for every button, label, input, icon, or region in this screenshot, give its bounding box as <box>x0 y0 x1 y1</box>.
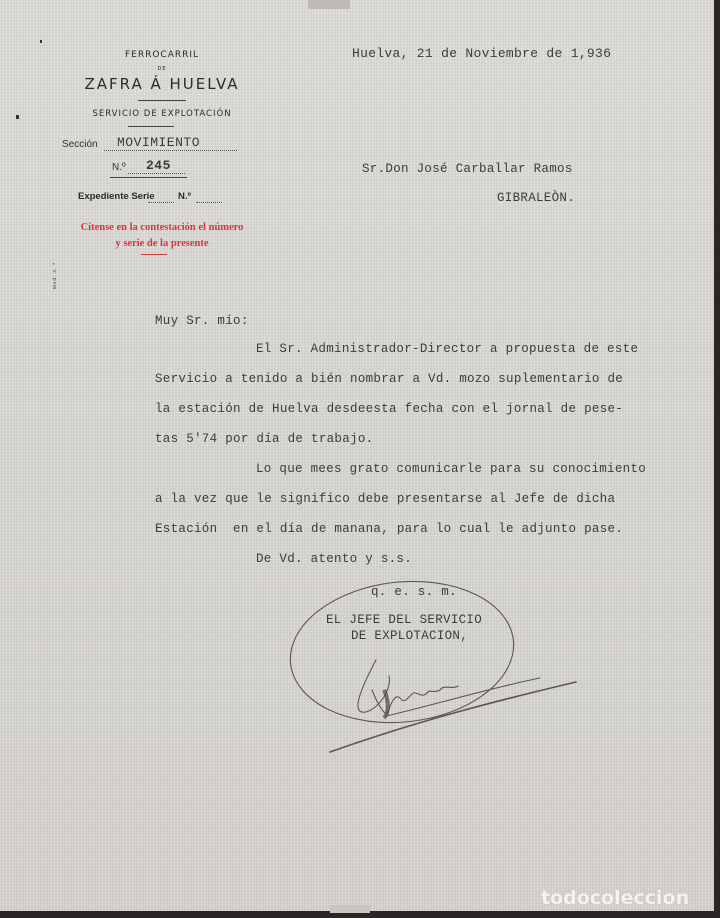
recipient-name: Sr.Don José Carballar Ramos <box>362 162 573 176</box>
department-title: SERVICIO DE EXPLOTACIÓN <box>92 109 232 119</box>
company-line1: FERROCARRIL <box>124 50 200 60</box>
body-line: la estación de Huelva desdeesta fecha con el jornal de pese- <box>155 402 624 416</box>
numero-label: N.º <box>112 162 126 173</box>
form-model-mark: Mod. 3. ª <box>52 262 57 289</box>
closing-title-line2: DE EXPLOTACION, <box>351 629 469 643</box>
seccion-value: MOVIMIENTO <box>117 135 201 150</box>
citation-note-line2: y serie de la presente <box>115 238 209 249</box>
salutation: Muy Sr. mío: <box>155 314 249 328</box>
body-line: Estación en el día de manana, para lo cual le adjunto pase. <box>155 522 624 536</box>
citation-note-line1: Cítense en la contestación el número <box>80 222 244 233</box>
seccion-label: Sección <box>62 139 98 150</box>
place-date: Huelva, 21 de Noviembre de 1,936 <box>352 46 612 61</box>
expediente-numero-label: N.º <box>178 191 191 202</box>
body-line: Servicio a tenido a bién nombrar a Vd. mozo suplementario de <box>155 372 624 386</box>
company-name: ZAFRA Á HUELVA <box>84 75 240 93</box>
body-line: El Sr. Administrador-Director a propuesta de este <box>256 342 639 356</box>
expediente-serie-label: Expediente Serie <box>78 191 155 202</box>
body-line: Lo que mees grato comunicarle para su conocimiento <box>256 462 647 476</box>
watermark-logo: todocoleccion <box>541 887 690 909</box>
company-line2: DE <box>157 66 167 72</box>
body-line: De Vd. atento y s.s. <box>256 552 413 566</box>
body-line: a la vez que le significo debe presentarse al Jefe de dicha <box>155 492 616 506</box>
numero-value: 245 <box>146 158 171 173</box>
body-line: tas 5'74 por día de trabajo. <box>155 432 374 446</box>
closing-title-line1: EL JEFE DEL SERVICIO <box>326 613 483 627</box>
recipient-location: GIBRALEÒN. <box>497 191 576 205</box>
closing-abbrev: q. e. s. m. <box>371 585 457 599</box>
